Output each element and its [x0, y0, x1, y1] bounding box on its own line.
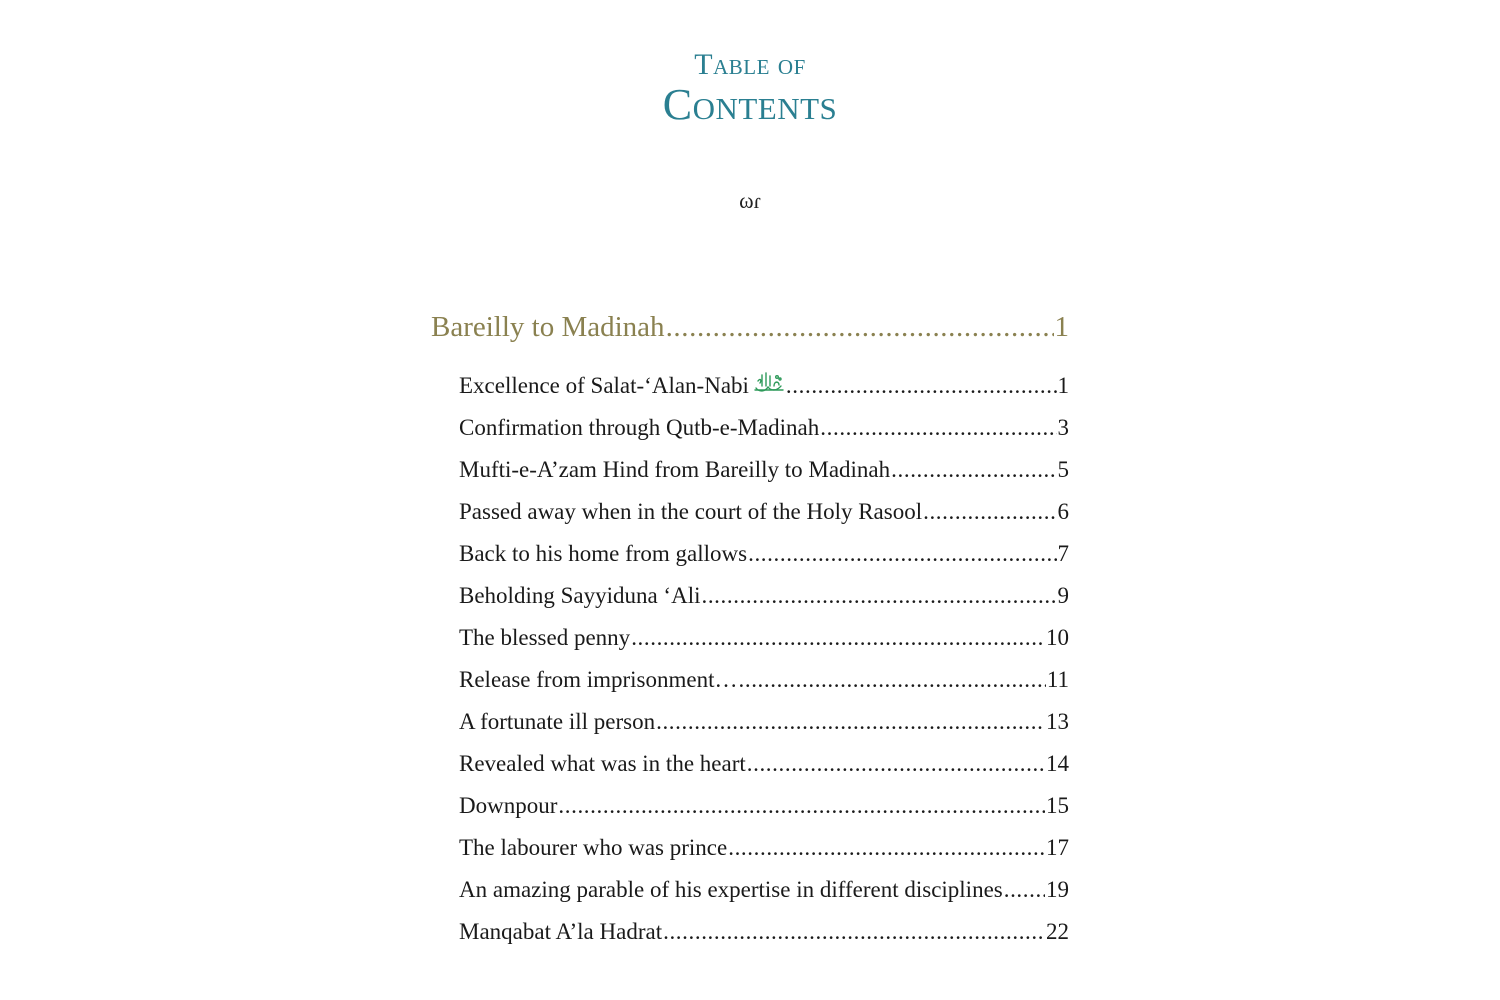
toc-entry-title: Revealed what was in the heart — [459, 751, 746, 776]
toc-page-number: 14 — [1046, 751, 1069, 776]
toc-page-number: 3 — [1057, 415, 1069, 440]
toc-page-number: 13 — [1046, 709, 1069, 734]
title-line-1: Table of — [694, 48, 806, 81]
toc-page-number: 15 — [1046, 793, 1069, 818]
title-line-2: Contents — [662, 80, 838, 129]
toc-section-heading[interactable] — [431, 307, 1069, 347]
toc-page-number: 9 — [1057, 583, 1069, 608]
toc-page-number: 7 — [1057, 541, 1069, 566]
dot-leader — [558, 785, 1045, 827]
ornament-icon: ωɾ — [739, 188, 761, 213]
toc-entry-title: Beholding Sayyiduna ‘Ali — [459, 583, 701, 608]
toc-page-number: 19 — [1046, 877, 1069, 902]
salawat-calligraphy-icon — [753, 367, 785, 393]
page-title — [0, 48, 1500, 128]
toc-entry-title: Confirmation through Qutb-e-Madinah — [459, 415, 820, 440]
toc-page-number: 11 — [1046, 667, 1069, 692]
toc-entry-title: Excellence of Salat-‘Alan-Nabi — [459, 365, 785, 407]
dot-leader — [739, 659, 1046, 701]
table-of-contents — [431, 307, 1069, 953]
toc-entry[interactable] — [459, 617, 1069, 659]
toc-entry-title: Manqabat A’la Hadrat — [459, 919, 663, 944]
toc-entry[interactable] — [459, 827, 1069, 869]
dot-leader — [728, 827, 1045, 869]
toc-entry[interactable] — [459, 743, 1069, 785]
toc-entry-title: Downpour — [459, 793, 558, 818]
dot-leader — [786, 365, 1057, 407]
toc-entry[interactable] — [459, 701, 1069, 743]
toc-entry[interactable] — [459, 911, 1069, 953]
dot-leader — [631, 617, 1045, 659]
toc-page-number: 17 — [1046, 835, 1069, 860]
toc-entry-title: A fortunate ill person — [459, 709, 656, 734]
dot-leader — [663, 911, 1045, 953]
toc-entry[interactable] — [459, 365, 1069, 407]
toc-page-number: 5 — [1057, 457, 1069, 482]
toc-entry-title: Passed away when in the court of the Holy Rasool — [459, 499, 923, 524]
toc-entry[interactable] — [459, 449, 1069, 491]
toc-entry-title: An amazing parable of his expertise in different disciplines — [459, 877, 1003, 902]
dot-leader — [923, 491, 1056, 533]
toc-entry[interactable] — [459, 659, 1069, 701]
toc-entry-title: The blessed penny — [459, 625, 631, 650]
dot-leader — [701, 575, 1056, 617]
section-page-number: 1 — [1054, 311, 1069, 343]
toc-page-number: 10 — [1046, 625, 1069, 650]
toc-entry-title: Back to his home from gallows — [459, 541, 748, 566]
dot-leader — [747, 743, 1045, 785]
toc-entry-title: Release from imprisonment… — [459, 667, 738, 692]
dot-leader — [748, 533, 1056, 575]
section-title: Bareilly to Madinah — [431, 311, 665, 343]
toc-entry[interactable] — [459, 785, 1069, 827]
toc-entry[interactable] — [459, 533, 1069, 575]
toc-entries — [459, 365, 1069, 953]
toc-entry[interactable] — [459, 491, 1069, 533]
toc-entry[interactable] — [459, 575, 1069, 617]
toc-page-number: 22 — [1046, 919, 1069, 944]
toc-page-number: 6 — [1057, 499, 1069, 524]
dot-leader — [656, 701, 1045, 743]
dot-leader — [666, 307, 1054, 347]
toc-entry[interactable] — [459, 407, 1069, 449]
dot-leader — [820, 407, 1056, 449]
toc-entry-title: Mufti-e-A’zam Hind from Bareilly to Madinah — [459, 457, 891, 482]
toc-entry-title: The labourer who was prince — [459, 835, 728, 860]
toc-page-number: 1 — [1057, 373, 1069, 398]
toc-entry[interactable] — [459, 869, 1069, 911]
dot-leader — [891, 449, 1056, 491]
dot-leader — [1004, 869, 1045, 911]
